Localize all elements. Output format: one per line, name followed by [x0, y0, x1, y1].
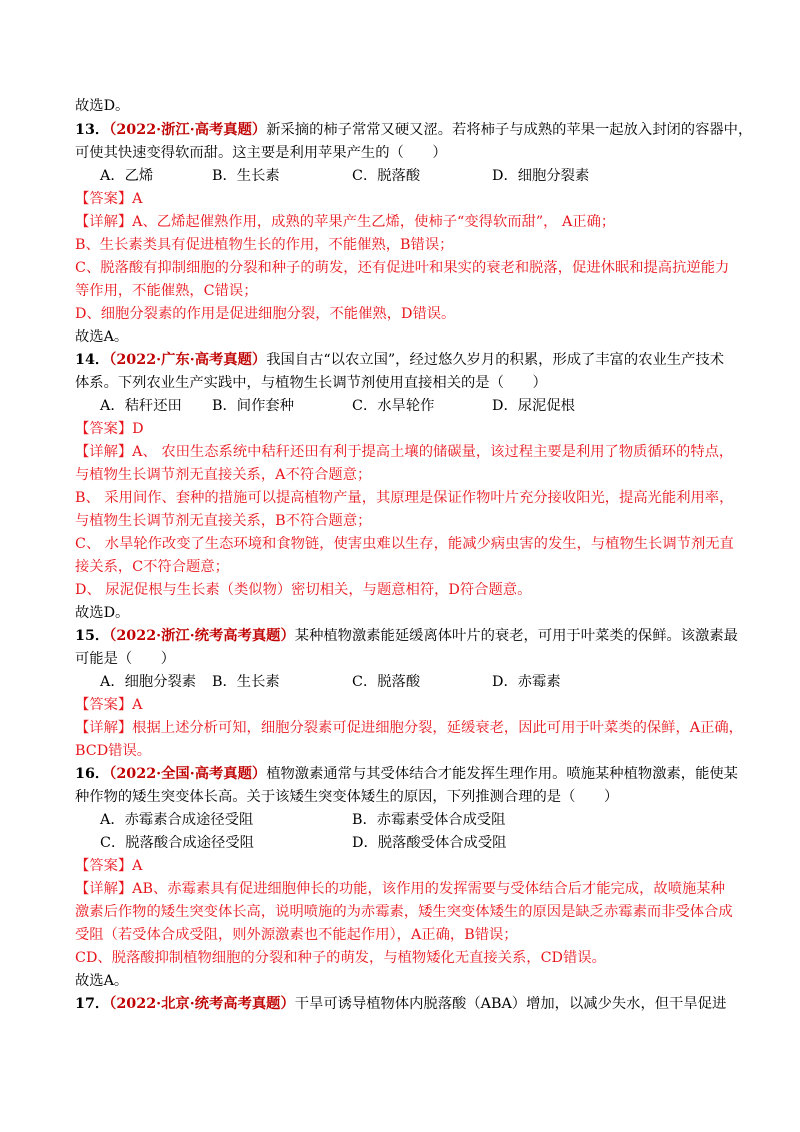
conclusion-line: 故选D。 [75, 98, 130, 114]
question-16 [75, 764, 738, 784]
explanation-line: 与植物生长调节剂无直接关系，B不符合题意； [75, 513, 372, 529]
explanation-line: 激素后作物的矮生突变体长高，说明喷施的为赤霉素，矮生突变体矮生的原因是缺乏赤霉素而非受体合成 [75, 904, 733, 920]
option-b: B．赤霉素受体合成受阻 [352, 812, 506, 828]
option-c: C．脱落酸合成途径受阻 [100, 835, 254, 851]
option-a: A．秸秆还田 [100, 398, 182, 414]
question-source: （2022·浙江·统考高考真题） [109, 628, 295, 644]
option-b: B．生长素 [212, 168, 280, 184]
explanation-line: 等作用，不能催熟，C错误； [75, 283, 258, 299]
conclusion-line: 故选A。 [75, 329, 129, 345]
question-source: （2022·广东·高考真题） [109, 352, 267, 368]
option-a: A．赤霉素合成途径受阻 [100, 812, 254, 828]
question-source: （2022·北京·统考高考真题） [109, 996, 295, 1012]
explanation-line: B、 采用间作、套种的措施可以提高植物产量，其原理是保证作物叶片充分接收阳光，提高光能利用率， [75, 490, 734, 506]
answer-line: 【答案】A [75, 191, 143, 207]
explanation-line: C、 水旱轮作改变了生态环境和食物链，使害虫难以生存，能减少病虫害的发生，与植物生长调节剂无直 [75, 536, 734, 552]
option-a: A．乙烯 [100, 168, 154, 184]
question-number: 13． [75, 122, 110, 138]
answer-line: 【答案】A [75, 697, 143, 713]
question-text: 我国自古“以农立国”，经过悠久岁月的积累，形成了丰富的农业生产技术 [266, 352, 725, 368]
option-d: D．尿泥促根 [492, 398, 575, 414]
question-13 [75, 120, 752, 140]
question-text: 新采摘的柿子常常又硬又涩。若将柿子与成熟的苹果一起放入封闭的容器中， [266, 122, 753, 138]
option-c: C．水旱轮作 [352, 398, 435, 414]
option-a: A．细胞分裂素 [100, 674, 197, 690]
option-c: C．脱落酸 [352, 674, 421, 690]
option-d: D．赤霉素 [492, 674, 561, 690]
explanation-line: B、生长素类具有促进植物生长的作用，不能催熟，B错误； [75, 237, 454, 253]
conclusion-line: 故选A。 [75, 973, 129, 989]
option-d: D．脱落酸受体合成受阻 [352, 835, 507, 851]
question-number: 16． [75, 766, 110, 782]
option-b: B．间作套种 [212, 398, 294, 414]
question-text: 可能是（ ） [75, 651, 176, 667]
explanation-line: BCD错误。 [75, 743, 152, 759]
option-b: B．生长素 [212, 674, 280, 690]
question-text: 种作物的矮生突变体长高。关于该矮生突变体矮生的原因，下列推测合理的是（ ） [75, 789, 619, 805]
question-text: 植物激素通常与其受体结合才能发挥生理作用。喷施某种植物激素，能使某 [266, 766, 738, 782]
question-text: 可使其快速变得软而甜。这主要是利用苹果产生的（ ） [75, 145, 447, 161]
question-source: （2022·全国·高考真题） [109, 766, 267, 782]
question-number: 17． [75, 996, 110, 1012]
answer-line: 【答案】D [75, 421, 144, 437]
option-c: C．脱落酸 [352, 168, 421, 184]
question-number: 15． [75, 628, 110, 644]
explanation-line: 【详解】AB、赤霉素具有促进细胞伸长的功能，该作用的发挥需要与受体结合后才能完成，故喷施某种 [75, 881, 725, 897]
question-text: 某种植物激素能延缓离体叶片的衰老，可用于叶菜类的保鲜。该激素最 [294, 628, 738, 644]
explanation-line: 【详解】A、乙烯起催熟作用，成熟的苹果产生乙烯，使柿子“变得软而甜”， A正确； [75, 214, 616, 230]
question-14 [75, 350, 724, 370]
question-text: 体系。下列农业生产实践中，与植物生长调节剂使用直接相关的是（ ） [75, 375, 547, 391]
question-15 [75, 626, 738, 646]
question-text: 干旱可诱导植物体内脱落酸（ABA）增加，以减少失水，但干旱促进 [294, 996, 727, 1012]
explanation-line: 接关系，C不符合题意； [75, 559, 229, 575]
answer-line: 【答案】A [75, 858, 143, 874]
explanation-line: 【详解】根据上述分析可知，细胞分裂素可促进细胞分裂，延缓衰老，因此可用于叶菜类的保鲜，A正确， [75, 720, 743, 736]
option-d: D．细胞分裂素 [492, 168, 590, 184]
explanation-line: 受阻（若受体合成受阻，则外源激素也不能起作用），A正确，B错误； [75, 927, 518, 943]
question-17 [75, 994, 726, 1014]
explanation-line: D、细胞分裂素的作用是促进细胞分裂，不能催熟，D错误。 [75, 306, 456, 322]
explanation-line: 与植物生长调节剂无直接关系，A不符合题意； [75, 467, 372, 483]
question-source: （2022·浙江·高考真题） [109, 122, 267, 138]
conclusion-line: 故选D。 [75, 605, 130, 621]
explanation-line: D、 尿泥促根与生长素（类似物）密切相关，与题意相符，D符合题意。 [75, 582, 532, 598]
explanation-line: C、脱落酸有抑制细胞的分裂和种子的萌发，还有促进叶和果实的衰老和脱落，促进休眠和提高抗逆能力 [75, 260, 730, 276]
explanation-line: 【详解】A、 农田生态系统中秸秆还田有利于提高土壤的储碳量，该过程主要是利用了物质循环的特点， [75, 444, 734, 460]
explanation-line: CD、脱落酸抑制植物细胞的分裂和种子的萌发，与植物矮化无直接关系，CD错误。 [75, 950, 606, 966]
question-number: 14． [75, 352, 110, 368]
